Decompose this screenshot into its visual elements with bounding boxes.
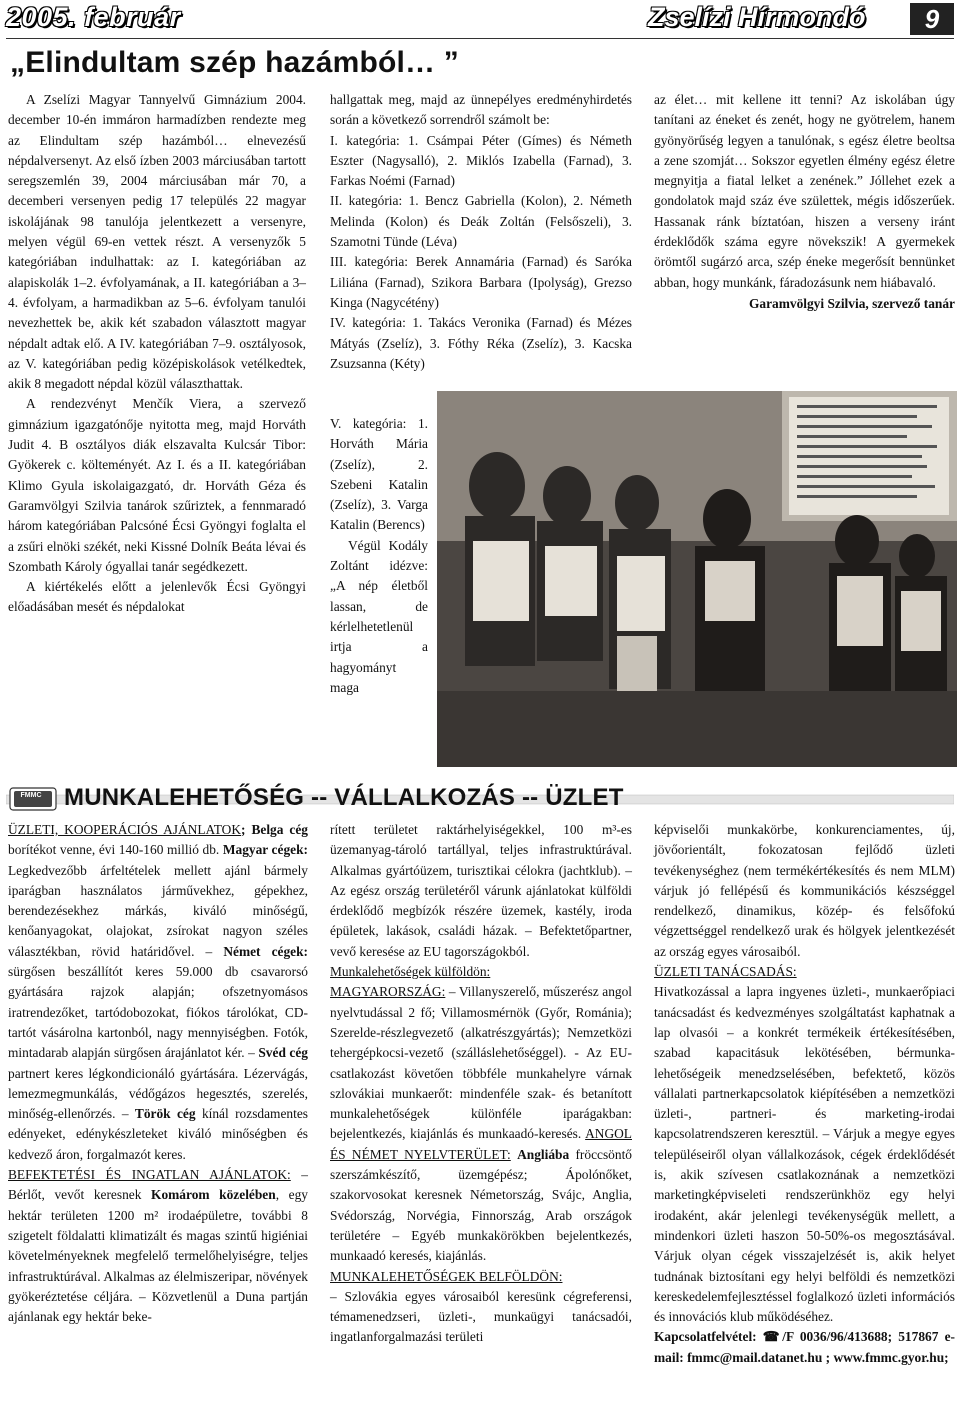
heading-consulting: ÜZLETI TANÁCSADÁS: bbox=[654, 964, 797, 980]
business-column-2 bbox=[330, 820, 632, 1348]
photo-illustration bbox=[437, 391, 957, 767]
results-category-3: III. kategória: Berek Annamária (Farnad) és Saróka Liliána (Farnad), Szikora Barbara (Ipolyság), Grezso Kinga (Nagycétény) bbox=[330, 254, 632, 310]
page-number: 9 bbox=[910, 3, 954, 35]
jobs-text: – Villanyszerelő, műszerész angol nyelvtudással 2 fő; Villamosmérnök (Győr, Románia); Szerelde-részlegvezető (alkatrészgyártás); Nemzetközi tehergépkocsi-vezető (szálláslehetőséggel). - Az EU-csatlakozást követően többféle munkahelyre várnak szlovákiai munkaerőt: mindenféle szak- és betanított munkalehetőségek különféle iparágakban: bejelentkezés, kiajánlás és munkaadó-keresés. bbox=[330, 984, 632, 1142]
belgian-company: Belga cég bbox=[251, 822, 308, 837]
header-rule bbox=[6, 38, 954, 39]
article-paragraph: A rendezvényt Menčík Viera, a szervező gimnázium igazgatónője nyitotta meg, majd Horváth Judit 4. B osztályos diák elszavalta Kulcsár Tibor: Gyökerek c. költeményét. Az I. és a II. kategóriában Klimo Gyula iskolaigazgató, dr. Horváth Géza és Garamvölgyi Szilvia tanárok szűriztek, a fennmaradó három kategóriában Palcsóné Écsi Gyöngyi foglalta el a zsűri elnöki székét, neki Kissné Dolník Beáta lévai és Szombath Károly ógyallai tanár segédkezett. bbox=[8, 396, 306, 574]
heading-jobs-domestic: MUNKALEHETŐSÉGEK BELFÖLDÖN: bbox=[330, 1268, 563, 1284]
results-category-2: II. kategória: 1. Bencz Gabriella (Kolon), 2. Németh Melinda (Kolon) és Deák Zoltán (Felsőszeli), 3. Szamotni Tünde (Léva) bbox=[330, 193, 632, 250]
article-column-2 bbox=[330, 90, 632, 374]
heading-investment: BEFEKTETÉSI ÉS INGATLAN AJÁNLATOK: bbox=[8, 1167, 291, 1183]
jobs-text: fröccsöntő szerszámkészítő, üzemgépész; Ápolónőket, szakorvosokat keresnek Németország, Svájc, Anglia, Svédország, Norvégia, Finnország, Arab országok területére – Egyéb munkakörökben bejelentkezés, munkaadó keresés, kiajánlás. bbox=[330, 1146, 632, 1264]
consulting-text: Hivatkozással a lapra ingyenes üzleti-, munkaerőpiaci tanácsadást és kedvezményes szolgáltatást kaphatnak a lap olvasói – a konkrét termékeik értékesítésében, szabad kapacitásuk lekötésében, bérmunka-lehetőségeik menedzselésében, befektető, közös vállalati partnerkapcsolatok kiépítésében a nemzetközi üzleti-, partneri- és marketing-irodai kapcsolatrendszeren keresztül. – Várjuk a megye egyes településeiről olyan vállalkozások, cégek érdeklődését is, akik szívesen csatlakoznának a nemzetközi marketingképviseleti rendszerünkhöz egy helyi irodaként, akár jelenlegi tevékenységük mellett, a mindenkori üzleti haszon 50-50%-os megosztásával. Várjuk olyan cégek visszajelzését is, akik helyet tudnának biztosítani egy helyi belföldi és nemzetközi kereskedelemfejlesztéssel foglalkozó üzleti információs és innovációs klub működéséhez. bbox=[654, 984, 955, 1325]
phone-icon: ☎/F bbox=[762, 1329, 794, 1345]
komarom-location: Komárom közelében bbox=[151, 1187, 276, 1203]
offer-text: – Bérlőt, vevőt keresnek bbox=[8, 1167, 309, 1203]
consulting-heading bbox=[654, 962, 955, 982]
offer-text: partnert keres légkondicionáló gyártására. Lézervágás, lemezmegmunkálás, védőgázos hegesztés, szerelés, minőség-ellenőrzés. – bbox=[8, 1065, 308, 1122]
contact-label: Kapcsolatfelvétel bbox=[654, 1329, 753, 1345]
jobs-domestic-heading bbox=[330, 1267, 632, 1287]
offer-text: sürgősen beszállítót keres 59.000 db csavarorsó gyártására rajzok alapján; ofszetnyomásos iratrendezőket, tartódobozokat, fiókos tárolókat, CD-tartót vásárolna kartonból, nagy mennyiségben. Fotók, mintadarab alapján sürgősen árajánlatot kér. – bbox=[8, 964, 308, 1061]
issue-date: 2005. február bbox=[6, 2, 181, 32]
offer-text: kínál rozsdamentes edényeket, edénykészleteket kiváló minőségben és kedvező áron, forgalmazót keres. bbox=[8, 1106, 308, 1162]
business-offers: ÜZLETI, KOOPERÁCIÓS AJÁNLATOK; Belga cég borítékot venne, évi 140-160 millió db. Magyar cégek: Legkedvezőbb árfeltételek mellett ajánl bármely iparágban használatos járművekhez, gépekhez, berendezésekhez márkás, kiváló minőségű, kenőanyagokat, olajokat, zsírokat nagyon széles választékban, rövid határidővel. – Német cégek: sürgősen beszállítót keres 59.000 db csavarorsó gyártására rajzok alapján; ofszetnyomásos iratrendezőket, tartódobozokat, fiókos tárolókat, CD-tartót vásárolna kartonból, nagy mennyiségben. Fotók, mintadarab alapján sürgősen árajánlatot kér. – Svéd cég partnert keres légkondicionáló gyártására. Lézervágás, lemezmegmunkálás, védőgázos hegesztés, szerelés, minőség-ellenőrzés. – Török cég kínál rozsdamentes edényeket, edénykészleteket kiváló minőségben és kedvező áron, forgalmazót keres. bbox=[8, 822, 309, 1162]
article-paragraph: A Zselízi Magyar Tannyelvű Gimnázium 2004. december 10-én immáron harmadízben rendezte meg az Elindultam szép hazámból… elnevezésű népdalversenyt. Az első ízben 2003 márciusában tartott seregszemlén 39, 2004 márciusában már 70, a decemberi versenyen pedig 17 település 22 magyar iskolájának 98 tanulója jelentkezett a versenyre, melyen végül 69-en vettek részt. A versenyzők 5 kategóriában indulhattak: az I. kategóriában az alapiskolák 1–2. évfolyamának, a II. kategóriában a 3–4. évfolyam, a harmadikban az 5–6. évfolyam tanulói nevezhettek be, akik két szabadon választott magyar népdalt adtak elő. A IV. kategóriában 7–9. osztályosok, az V. kategóriában pedig középiskolások vetélkedtek, akik 8 megadott népdal közül választhattak. bbox=[8, 92, 306, 392]
business-column-1 bbox=[8, 820, 308, 1327]
fmmc-logo: FMMC bbox=[20, 792, 42, 799]
article-column-2-narrow bbox=[330, 414, 428, 698]
article-paragraph: Végül Kodály Zoltánt idézve: „A nép életből lassan, de kérlelhetetlenül irtja a hagyományt maga bbox=[330, 537, 428, 695]
article-paragraph: A kiértékelés előtt a jelenlevők Écsi Gyöngyi előadásában mesét és népdalokat bbox=[8, 579, 306, 615]
swedish-company: Svéd cég bbox=[258, 1045, 309, 1061]
newspaper-name: Zselízi Hírmondó bbox=[648, 2, 866, 32]
german-companies: Német cégek: bbox=[223, 943, 309, 959]
business-paragraph: rített területet raktárhelyiségekkel, 100 m³-es üzemanyag-tároló tartállyal, teljes infrastruktúrával. Alkalmas gyártóüzem, turisztikai célokra (jachtklub). – Az egész ország területéről várunk ajánlatokat külföldi érdeklődő megbízók részére üzemek, kastély, iroda épületek, lakások, családi házak. – Befektetőpartner, vevő keresése az EU tagországokból. bbox=[330, 822, 632, 959]
results-category-4: IV. kategória: 1. Takács Veronika (Farnad) és Mézes Mátyás (Zselíz), 3. Fóthy Réka (Zselíz), 3. Kacska Zsuzsanna (Kéty) bbox=[330, 315, 632, 371]
jobs-domestic: – Szlovákia egyes városaiból keresünk cégreferensi, témamenedzseri, üzleti-, munkaügyi tanácsadói, ingatlanforgalmazási területi bbox=[330, 1288, 632, 1345]
article-signature: Garamvölgyi Szilvia, szervező tanár bbox=[748, 295, 955, 311]
section-title: MUNKALEHETŐSÉG -- VÁLLALKOZÁS -- ÜZLET bbox=[64, 784, 624, 811]
article-paragraph: az élet… mit kellene itt tenni? Az iskolában úgy tanítani az éneket és zenét, hogy ne gyötrelem, hanem gyönyörűség legyen a tanulónak, s egész életre beoltsa a zene szomját… Sokszor egyetlen élmény egész életre megnyitja a fiatal lelket a zenének.” Jóllehet ezek a gondolatok majd száz éve születtek, mégis időszerűek. Hassanak ránk bíztatóan, hiszen a verseny iránt érdeklődők száma egyre növekszik! A gyermekek örömtől sugárzó arca, szép éneke megerősít bennünket abban, hogy munkánk, fáradozásunk nem hiábavaló. bbox=[654, 92, 955, 290]
turkish-company: Török cég bbox=[134, 1106, 196, 1122]
heading-business-offers: ÜZLETI, KOOPERÁCIÓS AJÁNLATOK bbox=[8, 822, 242, 837]
business-paragraph: képviselői munkakörbe, konkurenciamentes, új, jövőorientált, fokozatosan fejlődő üzleti tevékenységhez (nem termékértékesítés és nem MLM) várjuk jó fellépésű és kommunikációs készséggel rendelkező, dinamikus, közép- és felsőfokú végzettséggel rendelkező urak és hölgyek jelentkezését az ország egyes városaiból. bbox=[654, 822, 955, 959]
offer-text: Legkedvezőbb árfeltételek mellett ajánl bármely iparágban használatos járművekhez, gépekhez, berendezésekhez márkás, kiváló minőségű, kenőanyagokat, olajokat, zsírokat nagyon széles választékban, rövid határidővel. – bbox=[8, 862, 308, 959]
investment-offers bbox=[8, 1165, 308, 1327]
jobs-hungary bbox=[330, 982, 632, 1266]
article-photo bbox=[437, 391, 957, 767]
hungarian-companies: Magyar cégek: bbox=[222, 842, 308, 858]
england: Angliába bbox=[517, 1146, 570, 1162]
heading-hungary: MAGYARORSZÁG: bbox=[330, 984, 446, 1000]
heading-english-german: ANGOL ÉS NÉMET NYELVTERÜLET: bbox=[330, 1126, 632, 1162]
offer-text: borítékot venne, évi 140-160 millió db. bbox=[8, 842, 223, 858]
offer-text: , egy hektár területen 1200 m² irodaépületre, további 8 szigetelt földalatti klimatizált és magas szintű higiéniai követelményeknek megfelelő termelőhelyiségre, teljes infrastruktúrával. Alkalmas az élelmiszeripar, növények gyökeréztetése céljára. – Közvetlenül a Duna partján ajánlanak egy hektár beke- bbox=[8, 1187, 309, 1325]
results-category-5: V. kategória: 1. Horváth Mária (Zselíz), 2. Szebeni Katalin (Zselíz), 3. Varga Katalin (Berencs) bbox=[330, 416, 428, 533]
jobs-abroad-heading bbox=[330, 962, 632, 982]
article-paragraph: hallgattak meg, majd az ünnepélyes eredményhirdetés során a következő sorrendről számolt be: bbox=[330, 92, 632, 128]
article-title: „Elindultam szép hazámból… ” bbox=[10, 46, 459, 79]
results-category-1: I. kategória: 1. Csámpai Péter (Gímes) és Németh Eszter (Nagysalló), 2. Miklós Izabella (Farnad), 3. Farkas Noémi (Farnad) bbox=[330, 132, 632, 189]
article-column-3 bbox=[654, 90, 955, 314]
article-column-1 bbox=[8, 90, 306, 618]
contact-info: Kapcsolatfelvétel: ☎/F 0036/96/413688; 517867 e-mail: fmmc@mail.datanet.hu ; www.fmmc.gyor.hu; bbox=[654, 1329, 955, 1365]
contact-details: 0036/96/413688; 517867 e-mail: fmmc@mail.datanet.hu ; www.fmmc.gyor.hu; bbox=[654, 1329, 955, 1365]
heading-jobs-abroad: Munkalehetőségek külföldön: bbox=[330, 964, 491, 980]
business-column-3 bbox=[654, 820, 955, 1368]
